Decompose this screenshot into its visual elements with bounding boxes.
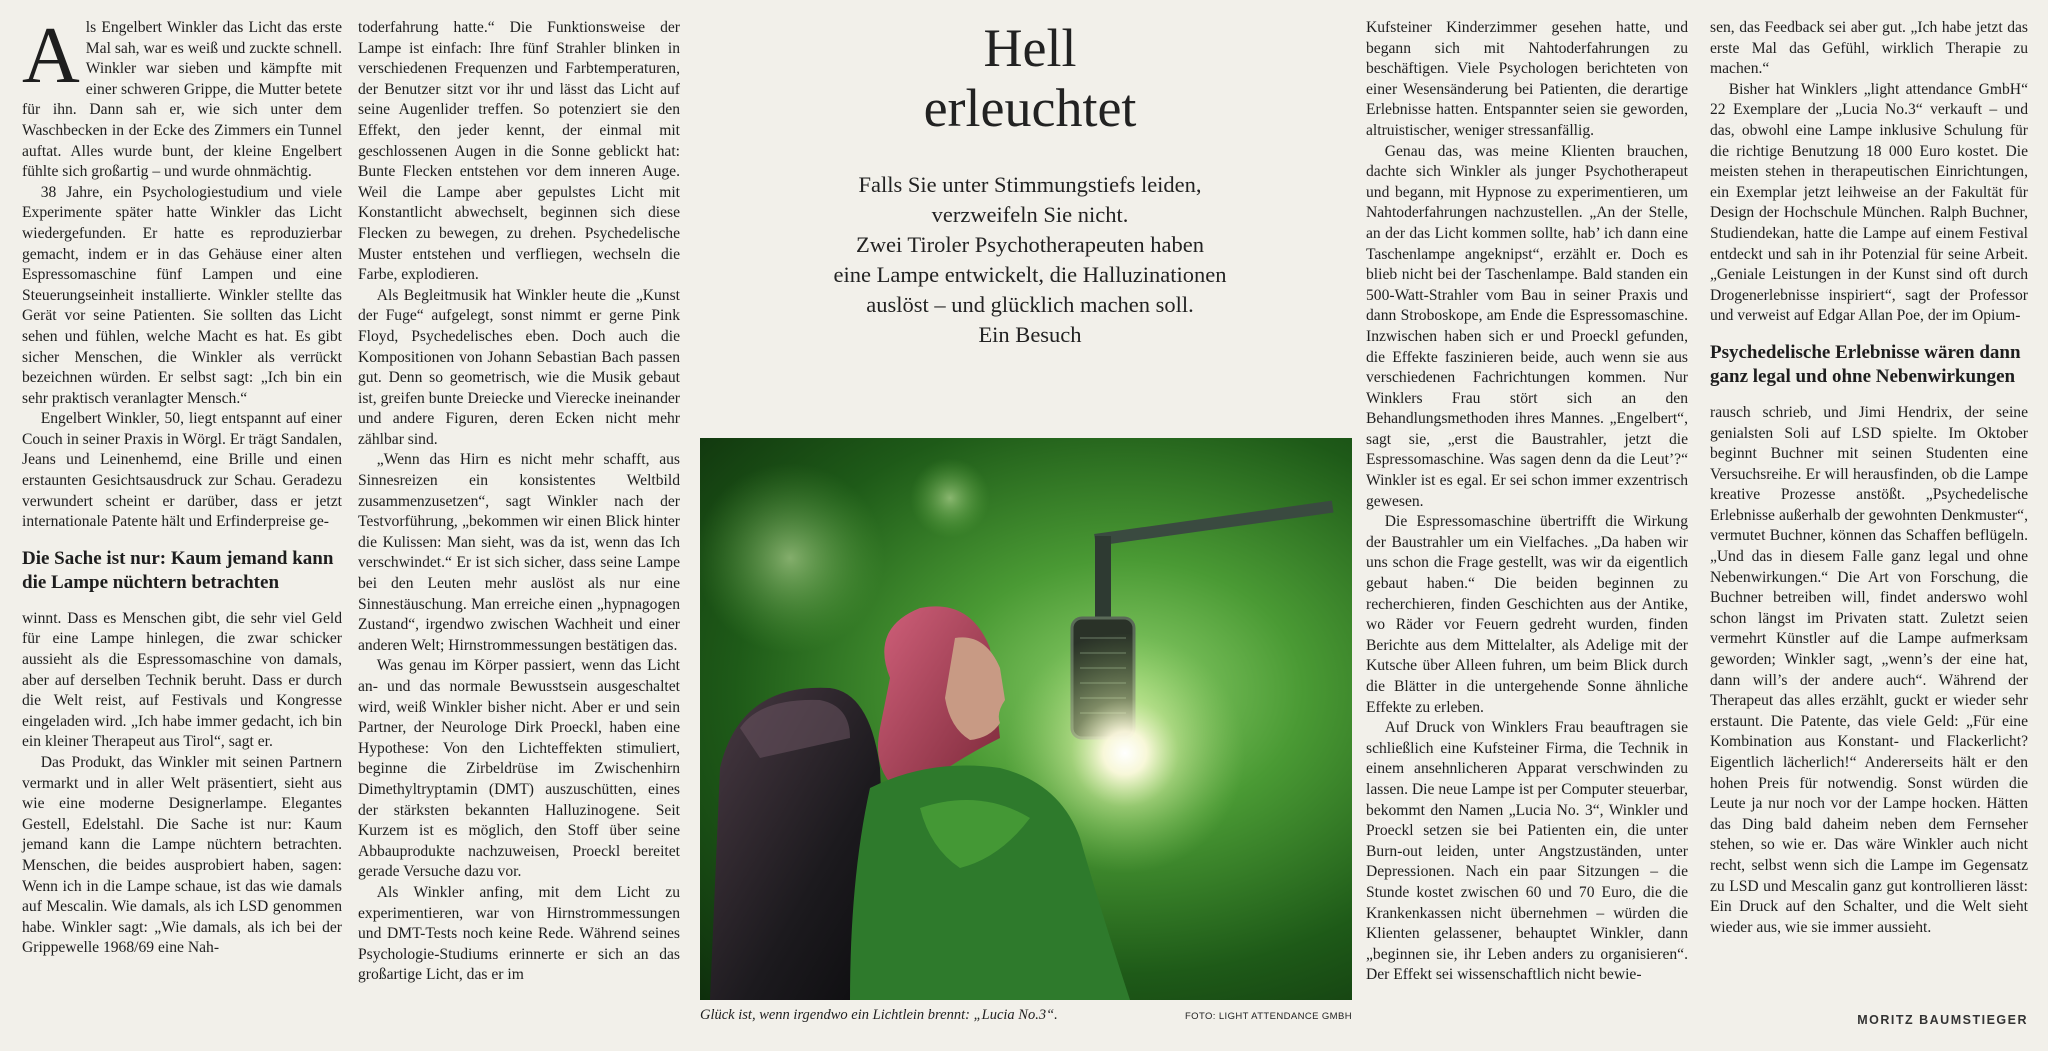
- headline-line-2: erleuchtet: [923, 78, 1137, 138]
- paragraph: 38 Jahre, ein Psychologiestudium und viele Experimente später hatte Winkler das Licht wiedergefunden. Er hatte es reproduzierbar gemacht, indem er in das Gehäuse einer alten Espressomaschine fünf Lampen und eine Steuerungseinheit installierte. Winkler stellte das Gerät vor seine Patienten. Sie sollten das Licht sehen und fühlen, welche Macht es hat. Es gibt sicher Menschen, die Winkler als verrückt bezeichnen würden. Er selbst sagt: „Ich bin ein sehr praktisch veranlagter Mensch.“: [22, 183, 342, 407]
- headline-line-1: Hell: [983, 18, 1077, 78]
- paragraph: Auf Druck von Winklers Frau beauftragen sie schließlich eine Kufsteiner Firma, die Technik in einem ansehnlicheren Apparat verschwinden zu lassen. Die neue Lampe ist per Computer steuerbar, bekommt den Namen „Lucia No. 3“, Winkler und Proeckl setzen sie bei Patienten ein, die unter Burn-out leiden, unter Angstzuständen, unter Depressionen. Nach ein paar Sitzungen – die Stunde kostet zwischen 60 und 70 Euro, die die Krankenkassen nicht übernehmen – würden die Klienten gelassener, behauptet Winkler, dann „beginnen sie, ihr Leben anders zu organisieren“. Der Effekt sei wissenschaftlich nicht bewie-: [1366, 719, 1688, 984]
- photo-credit: FOTO: LIGHT ATTENDANCE GMBH: [1184, 1011, 1352, 1022]
- paragraph: Die Espressomaschine übertrifft die Wirkung der Baustrahler um ein Vielfaches. „Da haben wir uns schon die Frage gestellt, was wir da eigentlich gebaut haben.“ Die beiden beginnen zu recherchieren, finden Geschichten aus der Antike, wo Räder vor Feuern gedreht wurden, finden Berichte aus dem Mittelalter, als Adelige mit der Kutsche über Alleen fuhren, um beim Blick durch die Blätter in die untergehende Sonne ähnliche Effekte zu erleben.: [1366, 513, 1688, 716]
- teaser-line: verzweifeln Sie nicht.: [931, 202, 1129, 227]
- article-photo: [700, 438, 1352, 1000]
- headline: [700, 18, 1360, 138]
- photo-illustration: [700, 438, 1352, 1000]
- paragraph: Als Engelbert Winkler das Licht das erste Mal sah, war es weiß und zuckte schnell. Winkler war sieben und kämpfte mit einer schweren Grippe, die Mutter betete für ihn. Dann sah er, wie sich unter dem Waschbecken in der Ecke des Zimmers ein Tunnel auftat. Alles wurde bunt, der kleine Engelbert fühlte sich großartig – und wurde ohnmächtig.: [22, 12, 342, 181]
- paragraph: rausch schrieb, und Jimi Hendrix, der seine genialsten Soli auf LSD spielte. Im Oktober beginnt Buchner mit seinen Studenten eine Versuchsreihe. Er will herausfinden, ob die Lampe kreative Prozesse anstößt. „Psychedelische Erlebnisse außerhalb der gewohnten Denkmuster“, vermutet Buchner, können das Schaffen beflügeln. „Und das in diesem Falle ganz legal und ohne Nebenwirkungen.“ Die Art von Forschung, die Buchner betreiben will, findet anderswo wohl schon längst im Privaten statt. Zuletzt seien vermehrt Künstler auf die Lampe aufmerksam geworden; Winkler sagt, „wenn’s der eine hat, dann will’s der andere auch“. Während der Therapeut das alles erzählt, guckt er wieder sehr erstaunt. Die Patente, das viele Geld: „Für eine Kombination aus Konstant- und Flackerlicht? Eigentlich lächerlich!“ Andererseits hält er den hohen Preis für notwendig. Sonst würden die Leute ja nur noch vor der Lampe hocken. Hätten das Ding bald daheim neben dem Fernseher stehen, so wie er. Das wäre Winkler auch nicht recht, selbst wenn sich die Lampe im Gegensatz zu LSD und Mescalin ganz gut kontrollieren lässt: Ein Druck auf den Schalter, und die Welt sieht wieder aus, wie sie immer aussieht.: [1710, 403, 2028, 936]
- paragraph: sen, das Feedback sei aber gut. „Ich habe jetzt das erste Mal das Gefühl, wirklich Therapie zu machen.“: [1710, 19, 2028, 78]
- article-column-3: [1366, 18, 1688, 986]
- caption-text: Glück ist, wenn irgendwo ein Lichtlein brennt: „Lucia No.3“.: [700, 1007, 1058, 1023]
- author-byline: MORITZ BAUMSTIEGER: [1857, 1013, 2028, 1027]
- paragraph: Engelbert Winkler, 50, liegt entspannt auf einer Couch in seiner Praxis in Wörgl. Er trägt Sandalen, Jeans und Leinenhemd, eine Brille und einen erstaunten Gesichtsausdruck zur Schau. Geradezu verwundert scheint er darüber, dass er jetzt internationale Patente hält und Erfinderpreise ge-: [22, 410, 342, 531]
- teaser-line: Zwei Tiroler Psychotherapeuten haben: [855, 232, 1205, 257]
- subheading: Die Sache ist nur: Kaum jemand kann die Lampe nüchtern betrachten: [22, 547, 334, 593]
- paragraph: Als Begleitmusik hat Winkler heute die „Kunst der Fuge“ aufgelegt, sonst nimmt er gerne Pink Floyd, Psychedelisches eben. Doch auch die Kompositionen von Johann Sebastian Bach passen gut. Denn so geometrisch, wie die Musik gebaut ist, greifen bunte Dreiecke und Vierecke ineinander und andere Figuren, deren Ecken nicht mehr zählbar sind.: [358, 286, 680, 448]
- paragraph: Genau das, was meine Klienten brauchen, dachte sich Winkler als junger Psychotherapeut und begann, mit Hypnose zu experimentieren, um Nahtoderfahrungen nachzustellen. „An der Stelle, an der das Licht kommen sollte, hab’ ich dann eine Taschenlampe angeknipst“, erzählt er. Doch es blieb nicht bei der Taschenlampe. Bald standen ein 500-Watt-Strahler vom Bau in seiner Praxis und dann Stroboskope, am Ende die Espressomaschine. Inzwischen haben sich er und Proeckl gefunden, die Effekte faszinieren beide, auch wenn sie aus verschiedenen Fachrichtungen kommen. Nur Winklers Frau stört sich an den Behandlungsmethoden ihres Mannes. „Engelbert“, sagt sie, „erst die Baustrahler, jetzt die Espressomaschine. Was sagen denn da die Leut’?“ Winkler ist es egal. Er sei schon immer exzentrisch gewesen.: [1366, 142, 1688, 510]
- article-column-1: [22, 12, 342, 959]
- teaser-line: Falls Sie unter Stimmungstiefs leiden,: [858, 172, 1202, 197]
- teaser-line: Ein Besuch: [978, 322, 1082, 347]
- teaser: [700, 170, 1360, 350]
- teaser-line: eine Lampe entwickelt, die Halluzinationen: [833, 262, 1227, 287]
- teaser-line: auslöst – und glücklich machen soll.: [866, 292, 1194, 317]
- paragraph: Kufsteiner Kinderzimmer gesehen hatte, und begann sich mit Nahtoderfahrungen zu beschäftigen. Viele Psychologen berichteten von einer Wesensänderung bei Patienten, die derartige Erlebnisse hatten. Entspannter seien sie geworden, altruistischer, weniger stressanfällig.: [1366, 19, 1688, 139]
- drop-cap: A: [22, 12, 80, 100]
- paragraph: Was genau im Körper passiert, wenn das Licht an- und das normale Bewusstsein ausgeschaltet wird, weiß Winkler bisher nicht. Aber er und sein Partner, der Neurologe Dirk Proeckl, haben eine Hypothese: Von den Lichteffekten stimuliert, beginne die Zirbeldrüse im Zwischenhirn Dimethyltryptamin (DMT) auszuschütten, eines der stärksten bekannten Halluzinogene. Seit Kurzem ist es möglich, den Stoff über seine Abbauprodukte nachzuweisen, Proeckl bereitet gerade Versuche dazu vor.: [358, 657, 680, 881]
- subheading: Psychedelische Erlebnisse wären dann ganz legal und ohne Nebenwirkungen: [1710, 341, 2021, 387]
- photo-caption: [700, 1006, 1360, 1024]
- paragraph: Bisher hat Winklers „light attendance GmbH“ 22 Exemplare der „Lucia No.3“ verkauft – und das, obwohl eine Lampe inklusive Schulung für die richtige Benutzung 18 000 Euro kostet. Die meisten stehen in therapeutischen Einrichtungen, ein Exemplar jetzt leihweise an der Fakultät für Design der Hochschule München. Ralph Buchner, Studiendekan, hatte die Lampe auf einem Festival entdeckt und sah in ihr Potenzial für seine Arbeit. „Geniale Leistungen in der Kunst sind oft durch Drogenerlebnisse inspiriert“, sagt der Professor und verweist auf Edgar Allan Poe, der im Opium-: [1710, 80, 2028, 325]
- article-column-2: [358, 18, 680, 986]
- paragraph: Das Produkt, das Winkler mit seinen Partnern vermarkt und in aller Welt präsentiert, sieht aus wie eine moderne Designerlampe. Elegantes Gestell, Edelstahl. Die Sache ist nur: Kaum jemand kann die Lampe nüchtern betrachten. Menschen, die beides ausprobiert haben, sagen: Wenn ich in die Lampe schaue, ist das wie damals auf Mescalin. Wie damals, als ich LSD genommen habe. Winkler sagt: „Wie damals, als ich bei der Grippewelle 1968/69 eine Nah-: [22, 754, 342, 957]
- paragraph: Als Winkler anfing, mit dem Licht zu experimentieren, war von Hirnstrommessungen und DMT-Tests noch keine Rede. Während seines Psychologie-Studiums erinnerte er sich an das großartige Licht, das er im: [358, 883, 680, 984]
- paragraph: winnt. Dass es Menschen gibt, die sehr viel Geld für eine Lampe hinlegen, die zwar schicker aussieht als die Espressomaschine von damals, aber auf derselben Technik beruht. Dass er durch die Welt reist, auf Festivals und Kongresse eingeladen wird. „Ich habe immer gedacht, ich bin ein kleiner Therapeut aus Tirol“, sagt er.: [22, 609, 342, 751]
- article-column-4: [1710, 18, 2028, 938]
- paragraph: „Wenn das Hirn es nicht mehr schafft, aus Sinnesreizen ein konsistentes Weltbild zusammenzusetzen“, sagt Winkler nach der Testvorführung, „bekommen wir einen Blick hinter die Kulissen: Man sieht, was da ist, wenn das Ich verschwindet.“ Er ist sich sicher, dass seine Lampe bei den Leuten mehr auslöst als nur eine Sinnestäuschung. Man erreiche einen „hypnagogen Zustand“, irgendwo zwischen Wachheit und einer anderen Welt; Hirnstrommessungen bestätigen das.: [358, 451, 680, 654]
- paragraph: toderfahrung hatte.“ Die Funktionsweise der Lampe ist einfach: Ihre fünf Strahler blinken in verschiedenen Frequenzen und Farbtemperaturen, der Benutzer sitzt vor ihr und lässt das Licht auf seine Augenlider treffen. So potenziert sie den Effekt, den jeder kennt, der einmal mit geschlossenen Augen in die Sonne geblickt hat: Bunte Flecken entstehen vor dem inneren Auge. Weil die Lampe aber gepulstes Licht mit Konstantlicht abwechselt, beginnen sich diese Flecken zu bewegen, zu drehen. Psychedelische Muster entstehen und verfliegen, wechseln die Farbe, explodieren.: [358, 19, 680, 284]
